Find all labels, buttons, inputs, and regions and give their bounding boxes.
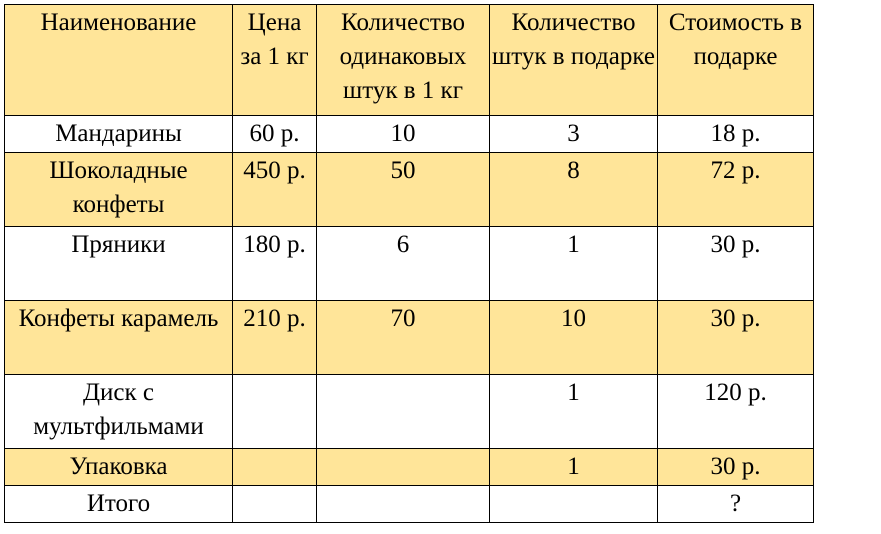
cell-per-kg <box>317 449 490 486</box>
cell-cost: 30 р. <box>658 449 814 486</box>
cell-name: Пряники <box>5 227 233 301</box>
table-row <box>5 153 814 227</box>
cell-count: 10 <box>490 301 658 375</box>
cell-count: 1 <box>490 227 658 301</box>
gift-cost-table <box>4 4 814 523</box>
table-row <box>5 375 814 449</box>
cell-price <box>233 486 317 523</box>
cell-name: Шоколадные конфеты <box>5 153 233 227</box>
cell-per-kg: 50 <box>317 153 490 227</box>
cell-name: Упаковка <box>5 449 233 486</box>
cell-name: Мандарины <box>5 116 233 153</box>
cell-per-kg: 6 <box>317 227 490 301</box>
cell-cost: 120 р. <box>658 375 814 449</box>
header-cost-in-gift: Стоимость в подарке <box>658 5 814 116</box>
cell-price <box>233 375 317 449</box>
header-pieces-per-kg: Количество одинаковых штук в 1 кг <box>317 5 490 116</box>
cell-cost: 30 р. <box>658 227 814 301</box>
cell-name: Диск с мультфильмами <box>5 375 233 449</box>
cell-per-kg: 70 <box>317 301 490 375</box>
header-row <box>5 5 814 116</box>
cell-cost: 72 р. <box>658 153 814 227</box>
table-row <box>5 301 814 375</box>
cell-per-kg <box>317 375 490 449</box>
header-price-per-kg: Цена за 1 кг <box>233 5 317 116</box>
cell-count <box>490 486 658 523</box>
header-name: Наименование <box>5 5 233 116</box>
cell-cost: 18 р. <box>658 116 814 153</box>
cell-price <box>233 449 317 486</box>
cell-per-kg <box>317 486 490 523</box>
cell-cost: 30 р. <box>658 301 814 375</box>
header-pieces-in-gift: Количество штук в подарке <box>490 5 658 116</box>
cell-price: 180 р. <box>233 227 317 301</box>
cell-cost: ? <box>658 486 814 523</box>
table-row <box>5 227 814 301</box>
cell-name: Конфеты карамель <box>5 301 233 375</box>
cell-count: 3 <box>490 116 658 153</box>
cell-per-kg: 10 <box>317 116 490 153</box>
cell-name: Итого <box>5 486 233 523</box>
cell-count: 1 <box>490 449 658 486</box>
cell-count: 8 <box>490 153 658 227</box>
table-row <box>5 116 814 153</box>
table-row <box>5 449 814 486</box>
cell-price: 60 р. <box>233 116 317 153</box>
cell-price: 210 р. <box>233 301 317 375</box>
cell-count: 1 <box>490 375 658 449</box>
total-row <box>5 486 814 523</box>
cell-price: 450 р. <box>233 153 317 227</box>
